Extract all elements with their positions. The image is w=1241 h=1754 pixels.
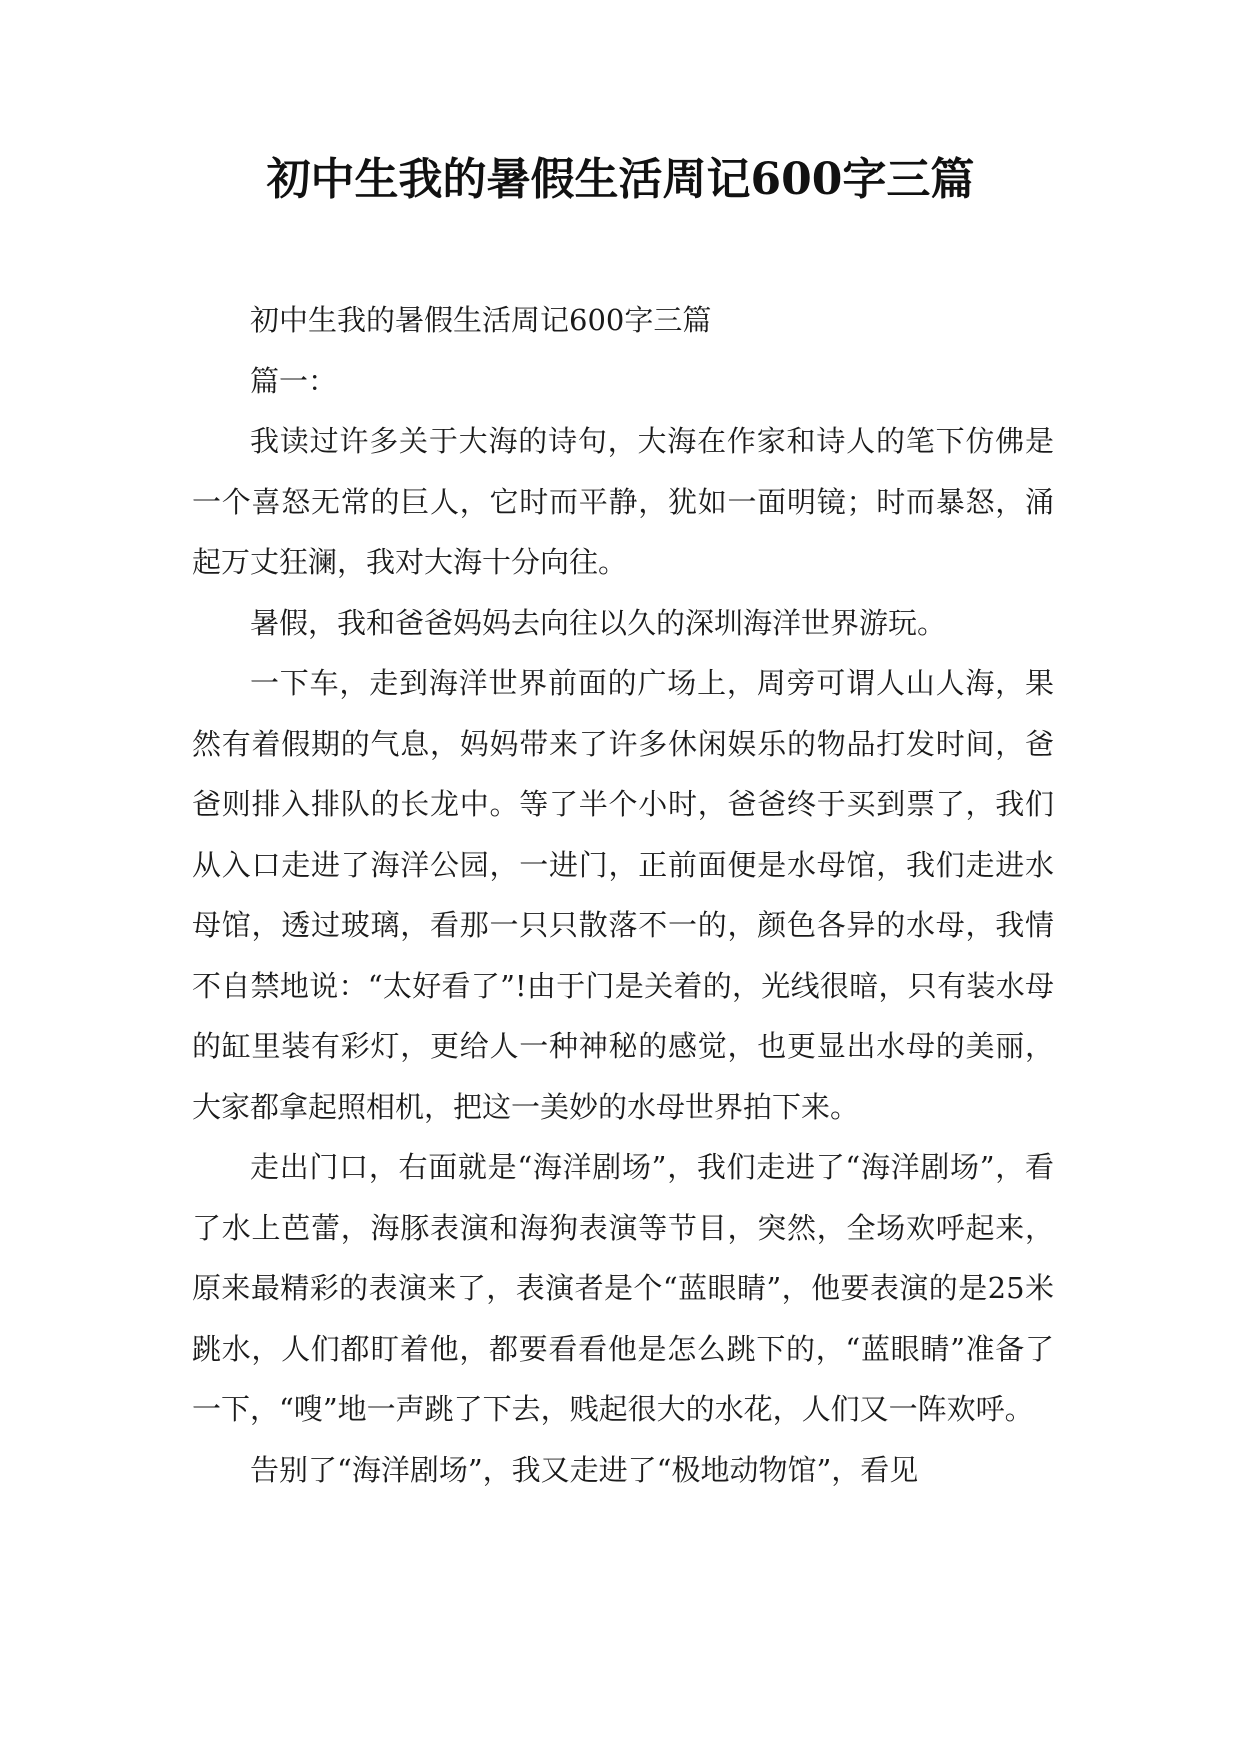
body-paragraph: 告别了“海洋剧场”，我又走进了“极地动物馆”，看见 <box>250 1452 919 1487</box>
body-paragraph: 走出门口，右面就是“海洋剧场”，我们走进了“海洋剧场”，看了水上芭蕾，海豚表演和海狗表演等节目，突然，全场欢呼起来，原来最精彩的表演来了，表演者是个“蓝眼睛”，他要表演的是25米跳水，人们都盯着他，都要看看他是怎么跳下的，“蓝眼睛”准备了一下，“嗖”地一声跳了下去，贱起很大的水花，人们又一阵欢呼。 <box>192 1150 1054 1426</box>
section-heading: 篇一： <box>250 363 338 398</box>
body-paragraph: 暑假，我和爸爸妈妈去向往以久的深圳海洋世界游玩。 <box>250 605 947 640</box>
subtitle-paragraph: 初中生我的暑假生活周记600字三篇 <box>250 303 712 337</box>
body-paragraph: 一下车，走到海洋世界前面的广场上，周旁可谓人山人海，果然有着假期的气息，妈妈带来了许多休闲娱乐的物品打发时间，爸爸则排入排队的长龙中。等了半个小时，爸爸终于买到票了，我们从入口走进了海洋公园，一进门，正前面便是水母馆，我们走进水母馆，透过玻璃，看那一只只散落不一的，颜色各异的水母，我情不自禁地说：“太好看了”!由于门是关着的，光线很暗，只有装水母的缸里装有彩灯，更给人一种神秘的感觉，也更显出水母的美丽，大家都拿起照相机，把这一美妙的水母世界拍下来。 <box>192 666 1054 1124</box>
document-title: 初中生我的暑假生活周记600字三篇 <box>266 154 975 205</box>
body-paragraph: 我读过许多关于大海的诗句，大海在作家和诗人的笔下仿佛是一个喜怒无常的巨人，它时而平静，犹如一面明镜；时而暴怒，涌起万丈狂澜，我对大海十分向往。 <box>192 424 1054 579</box>
document-body <box>192 290 1054 1500</box>
